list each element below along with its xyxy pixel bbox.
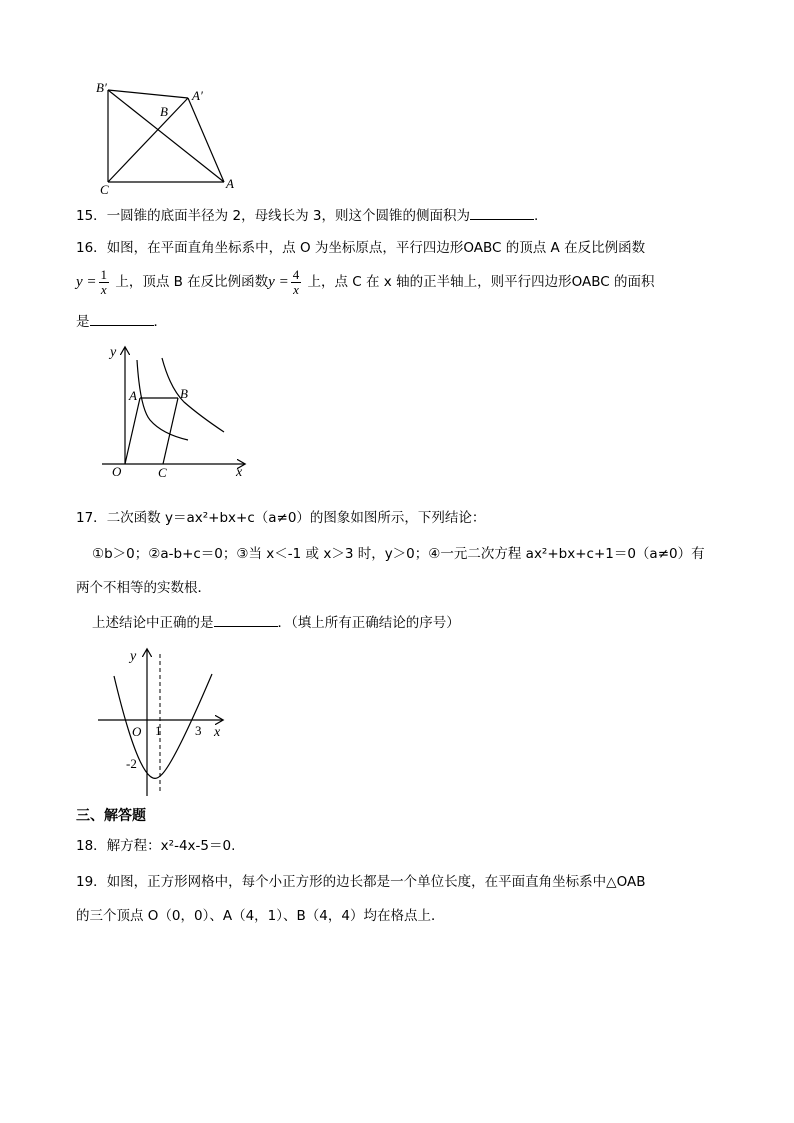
question-text: 一圆锥的底面半径为 2，母线长为 3，则这个圆锥的侧面积为 — [106, 208, 470, 224]
point-a-label: A — [129, 388, 137, 403]
question-text: 如图，在平面直角坐标系中，点 O 为坐标原点，平行四边形OABC 的顶点 A 在反比例函数 — [106, 240, 646, 256]
question-15: 15．一圆锥的底面半径为 2，母线长为 3，则这个圆锥的侧面积为 . — [76, 205, 538, 226]
answer-blank[interactable] — [470, 205, 534, 220]
x-axis-label: x — [214, 725, 221, 740]
question-17-line2: ①b＞0；②a-b+c＝0；③当 x＜-1 或 x＞3 时，y＞0；④一元二次方程 ax²+bx+c+1＝0（a≠0）有 — [92, 546, 705, 562]
tick-label-minus-2: -2 — [126, 756, 137, 771]
formula-lhs-2: y = — [268, 274, 289, 290]
question-number: 16． — [76, 240, 107, 256]
point-c-label: C — [158, 465, 167, 480]
parabola-figure-q17 — [92, 644, 232, 800]
x-axis-label: x — [236, 465, 243, 480]
fraction-4-over-x: $\frac{4}{x}$ — [292, 266, 300, 297]
label-b: B — [160, 104, 168, 119]
section-heading: 三、解答题 — [76, 808, 146, 824]
question-19-line2: 的三个顶点 O（0，0）、A（4，1）、B（4，4）均在格点上． — [76, 908, 445, 924]
question-number: 17． — [76, 510, 107, 526]
question-16-line1 — [76, 238, 645, 258]
geometry-figure-q14 — [90, 76, 250, 196]
label-c: C — [100, 182, 109, 196]
point-b-label: B — [180, 386, 188, 401]
coordinate-figure-q16 — [96, 340, 256, 490]
answer-blank[interactable] — [90, 311, 154, 326]
question-19-line1: 19．如图，正方形网格中，每个小正方形的边长都是一个单位长度，在平面直角坐标系中△OAB — [76, 874, 646, 890]
origin-label: O — [132, 724, 142, 739]
label-a-prime: A′ — [192, 88, 203, 103]
question-number: 18． — [76, 838, 107, 854]
tick-label-3: 3 — [195, 723, 202, 738]
question-16-line3: 是 ． — [76, 311, 167, 332]
question-16-line2: y = $\frac{1}{x}$ 上，顶点 B 在反比例函数y = $\frac{4}{x}$ 上，点 C 在 x 轴的正半轴上，则平行四边形OABC 的面积 — [76, 266, 655, 297]
y-axis-label: y — [130, 649, 137, 664]
question-18: 18．解方程：x²-4x-5＝0. — [76, 838, 236, 854]
answer-blank[interactable] — [214, 612, 278, 627]
question-17-line4: 上述结论中正确的是 ．（填上所有正确结论的序号） — [92, 612, 460, 633]
label-a: A — [226, 176, 234, 191]
question-17-line3: 两个不相等的实数根． — [76, 580, 211, 596]
formula-lhs: y = — [76, 274, 97, 290]
origin-label: O — [112, 464, 122, 479]
fraction-1-over-x: $\frac{1}{x}$ — [100, 266, 108, 297]
y-axis-label: y — [110, 345, 117, 360]
question-number: 15． — [76, 208, 107, 224]
tick-label-1: 1 — [155, 723, 162, 738]
question-17-line1: 17．二次函数 y＝ax²+bx+c（a≠0）的图象如图所示，下列结论： — [76, 510, 486, 526]
label-b-prime: B′ — [96, 80, 107, 95]
question-number: 19． — [76, 874, 107, 890]
